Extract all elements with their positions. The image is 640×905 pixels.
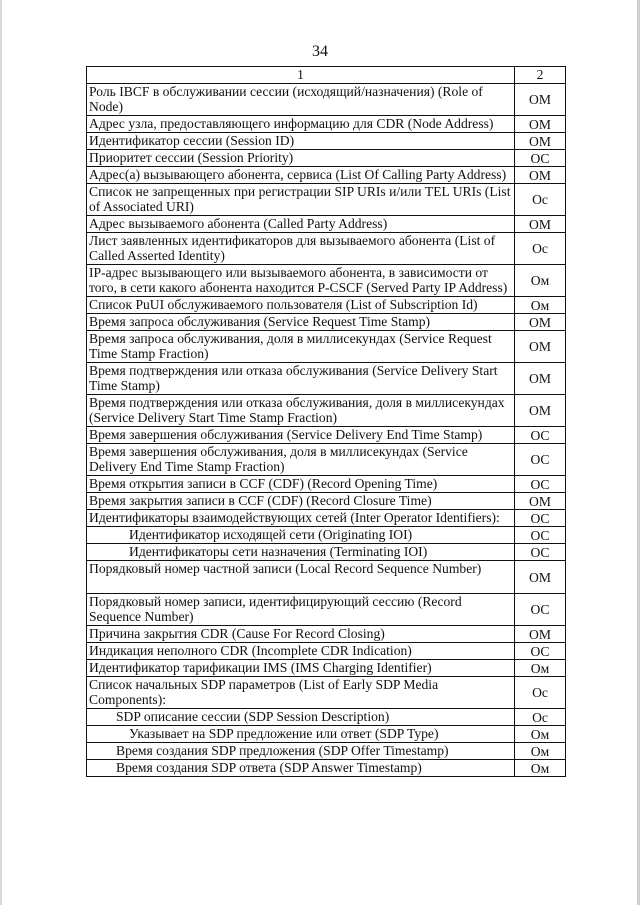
- parameter-name: Список PuUI обслуживаемого пользователя (List of Subscription Id): [87, 297, 515, 314]
- parameter-name: Адрес узла, предоставляющего информацию для CDR (Node Address): [87, 116, 515, 133]
- parameter-name: Идентификатор исходящей сети (Originating IOI): [87, 527, 515, 544]
- parameter-name: Приоритет сессии (Session Priority): [87, 150, 515, 167]
- requirement-code: OM: [515, 331, 566, 363]
- parameter-name: Список не запрещенных при регистрации SIP URIs и/или TEL URIs (List of Associated URI): [87, 184, 515, 216]
- requirement-code: Oм: [515, 660, 566, 677]
- requirement-code: OC: [515, 527, 566, 544]
- requirement-code: OM: [515, 363, 566, 395]
- requirement-code: OM: [515, 167, 566, 184]
- parameter-name: Указывает на SDP предложение или ответ (SDP Type): [87, 726, 515, 743]
- parameter-name: Время закрытия записи в CCF (CDF) (Record Closure Time): [87, 493, 515, 510]
- table-row: [87, 626, 566, 643]
- requirement-code: Oc: [515, 233, 566, 265]
- table-row: [87, 493, 566, 510]
- requirement-code: OC: [515, 150, 566, 167]
- parameter-name: Индикация неполного CDR (Incomplete CDR Indication): [87, 643, 515, 660]
- requirement-code: Oc: [515, 709, 566, 726]
- parameter-name: Идентификаторы взаимодействующих сетей (Inter Operator Identifiers):: [87, 510, 515, 527]
- requirement-code: Oм: [515, 743, 566, 760]
- requirement-code: OC: [515, 444, 566, 476]
- requirement-code: OM: [515, 395, 566, 427]
- table-row: [87, 476, 566, 493]
- table-row: [87, 395, 566, 427]
- table-row: [87, 510, 566, 527]
- parameter-name: Время подтверждения или отказа обслуживания, доля в миллисекундах (Service Delivery Start Time Stamp Fraction): [87, 395, 515, 427]
- requirement-code: OM: [515, 561, 566, 594]
- table-row: [87, 116, 566, 133]
- table-row: [87, 677, 566, 709]
- parameter-name: Время запроса обслуживания (Service Request Time Stamp): [87, 314, 515, 331]
- table-row: [87, 726, 566, 743]
- table-row: [87, 760, 566, 777]
- requirement-code: OM: [515, 84, 566, 116]
- parameter-table: [86, 66, 566, 777]
- table-row: [87, 314, 566, 331]
- parameter-name: IP-адрес вызывающего или вызываемого абонента, в зависимости от того, в сети какого абонента находится P-CSCF (Served Party IP Address): [87, 265, 515, 297]
- table-row: [87, 363, 566, 395]
- table-row: [87, 427, 566, 444]
- parameter-name: SDP описание сессии (SDP Session Description): [87, 709, 515, 726]
- column-header-2: 2: [515, 67, 566, 84]
- parameter-name: Идентификаторы сети назначения (Terminating IOI): [87, 544, 515, 561]
- table-row: [87, 184, 566, 216]
- table-row: [87, 660, 566, 677]
- parameter-name: Время создания SDP предложения (SDP Offer Timestamp): [87, 743, 515, 760]
- table-row: [87, 743, 566, 760]
- requirement-code: Oc: [515, 184, 566, 216]
- parameter-name: Идентификатор тарификации IMS (IMS Charging Identifier): [87, 660, 515, 677]
- parameter-name: Лист заявленных идентификаторов для вызываемого абонента (List of Called Asserted Identity): [87, 233, 515, 265]
- parameter-name: Причина закрытия CDR (Cause For Record Closing): [87, 626, 515, 643]
- parameter-name: Порядковый номер частной записи (Local Record Sequence Number): [87, 561, 515, 594]
- requirement-code: OC: [515, 643, 566, 660]
- parameter-name: Время запроса обслуживания, доля в миллисекундах (Service Request Time Stamp Fraction): [87, 331, 515, 363]
- requirement-code: OC: [515, 427, 566, 444]
- requirement-code: Oм: [515, 760, 566, 777]
- table-row: [87, 444, 566, 476]
- requirement-code: Oм: [515, 265, 566, 297]
- requirement-code: OC: [515, 594, 566, 626]
- parameter-name: Время создания SDP ответа (SDP Answer Timestamp): [87, 760, 515, 777]
- parameter-name: Время открытия записи в CCF (CDF) (Record Opening Time): [87, 476, 515, 493]
- parameter-name: Время завершения обслуживания, доля в миллисекундах (Service Delivery End Time Stamp Fraction): [87, 444, 515, 476]
- parameter-name: Время завершения обслуживания (Service Delivery End Time Stamp): [87, 427, 515, 444]
- scan-edge-left: [0, 0, 2, 905]
- table-row: [87, 167, 566, 184]
- requirement-code: OM: [515, 493, 566, 510]
- requirement-code: OC: [515, 510, 566, 527]
- requirement-code: OM: [515, 133, 566, 150]
- parameter-name: Порядковый номер записи, идентифицирующий сессию (Record Sequence Number): [87, 594, 515, 626]
- table-row: [87, 594, 566, 626]
- requirement-code: OC: [515, 544, 566, 561]
- table-row: [87, 297, 566, 314]
- requirement-code: OM: [515, 626, 566, 643]
- table-row: [87, 643, 566, 660]
- parameter-name: Роль IBCF в обслуживании сессии (исходящий/назначения) (Role of Node): [87, 84, 515, 116]
- table-row: [87, 561, 566, 594]
- requirement-code: Oм: [515, 297, 566, 314]
- table-header-row: [87, 67, 566, 84]
- table-row: [87, 709, 566, 726]
- table-row: [87, 84, 566, 116]
- table-row: [87, 133, 566, 150]
- parameter-name: Адрес(а) вызывающего абонента, сервиса (List Of Calling Party Address): [87, 167, 515, 184]
- page-number: 34: [312, 43, 328, 60]
- parameter-name: Адрес вызываемого абонента (Called Party Address): [87, 216, 515, 233]
- table-row: [87, 150, 566, 167]
- table-row: [87, 216, 566, 233]
- table-row: [87, 233, 566, 265]
- requirement-code: OM: [515, 216, 566, 233]
- requirement-code: Oм: [515, 726, 566, 743]
- requirement-code: Oc: [515, 677, 566, 709]
- table-row: [87, 527, 566, 544]
- table-row: [87, 331, 566, 363]
- column-header-1: 1: [87, 67, 515, 84]
- parameter-name: Список начальных SDP параметров (List of Early SDP Media Components):: [87, 677, 515, 709]
- requirement-code: OC: [515, 476, 566, 493]
- table-row: [87, 544, 566, 561]
- table-row: [87, 265, 566, 297]
- requirement-code: OM: [515, 314, 566, 331]
- parameter-name: Идентификатор сессии (Session ID): [87, 133, 515, 150]
- requirement-code: OM: [515, 116, 566, 133]
- parameter-name: Время подтверждения или отказа обслуживания (Service Delivery Start Time Stamp): [87, 363, 515, 395]
